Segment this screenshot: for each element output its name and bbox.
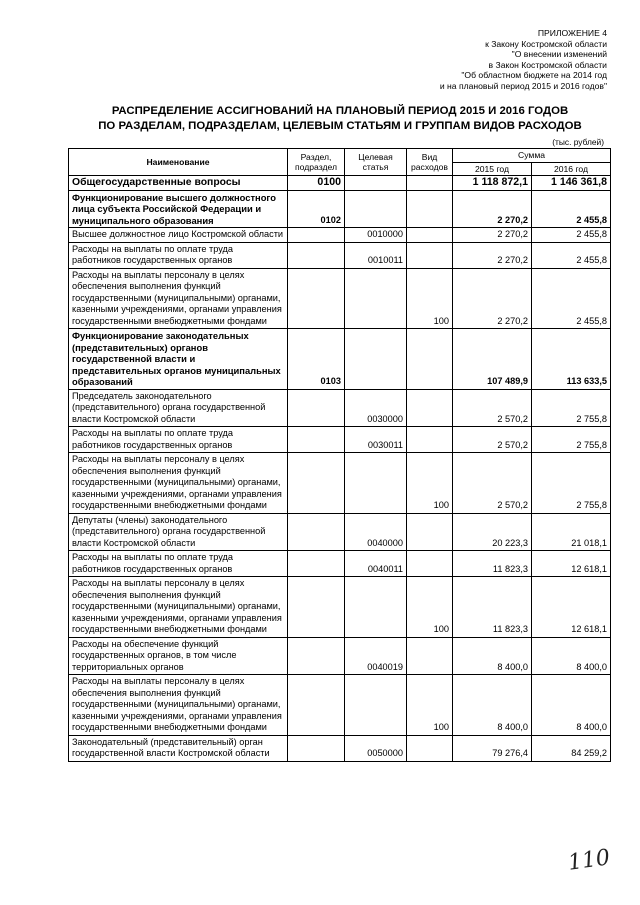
row-name: Расходы на выплаты по оплате труда работников государственных органов <box>69 551 288 577</box>
row-section: 0100 <box>288 176 345 191</box>
table-row <box>69 190 611 228</box>
row-target <box>345 329 407 390</box>
appendix-line: в Закон Костромской области <box>488 59 607 70</box>
row-2016: 2 755,8 <box>532 427 611 453</box>
row-target <box>345 190 407 228</box>
row-target: 0030000 <box>345 389 407 427</box>
table-row <box>69 242 611 268</box>
header-2016: 2016 год <box>532 162 611 176</box>
row-name: Общегосударственные вопросы <box>69 176 288 191</box>
table-row <box>69 735 611 761</box>
row-section <box>288 735 345 761</box>
table-row <box>69 268 611 329</box>
row-2015: 79 276,4 <box>453 735 532 761</box>
row-name: Расходы на выплаты персоналу в целях обеспечения выполнения функций государственными (муниципальными) органами, казенными учреждениями, органами управления государственными внебюджетными фондами <box>69 577 288 638</box>
row-name: Функционирование высшего должностного лица субъекта Российской Федерации и муниципального образования <box>69 190 288 228</box>
row-2016: 8 400,0 <box>532 637 611 675</box>
row-2015: 2 270,2 <box>453 268 532 329</box>
row-target <box>345 577 407 638</box>
row-type <box>407 176 453 191</box>
row-section <box>288 453 345 514</box>
header-section: Раздел, подраздел <box>288 149 345 176</box>
table-row <box>69 427 611 453</box>
row-type <box>407 329 453 390</box>
appendix-header <box>347 28 607 92</box>
row-2015: 11 823,3 <box>453 577 532 638</box>
row-section <box>288 675 345 736</box>
table-row <box>69 228 611 243</box>
row-2016: 84 259,2 <box>532 735 611 761</box>
row-2016: 12 618,1 <box>532 577 611 638</box>
page-number: 110 <box>566 845 612 876</box>
table-header <box>69 149 611 176</box>
row-target <box>345 268 407 329</box>
row-2016: 12 618,1 <box>532 551 611 577</box>
row-type <box>407 513 453 551</box>
row-name: Расходы на выплаты персоналу в целях обеспечения выполнения функций государственными (муниципальными) органами, казенными учреждениями, органами управления государственными внебюджетными фондами <box>69 675 288 736</box>
table-row <box>69 577 611 638</box>
row-2016: 1 146 361,8 <box>532 176 611 191</box>
row-type: 100 <box>407 268 453 329</box>
row-type <box>407 190 453 228</box>
title-line-1: РАСПРЕДЕЛЕНИЕ АССИГНОВАНИЙ НА ПЛАНОВЫЙ ПЕРИОД 2015 И 2016 ГОДОВ <box>111 105 569 117</box>
appendix-line: и на плановый период 2015 и 2016 годов" <box>439 80 607 91</box>
row-2015: 2 270,2 <box>453 242 532 268</box>
row-type: 100 <box>407 453 453 514</box>
header-type: Вид расходов <box>407 149 453 176</box>
row-2016: 2 755,8 <box>532 389 611 427</box>
row-target: 0040019 <box>345 637 407 675</box>
table-row <box>69 176 611 191</box>
title-line-2: ПО РАЗДЕЛАМ, ПОДРАЗДЕЛАМ, ЦЕЛЕВЫМ СТАТЬЯМ И ГРУППАМ ВИДОВ РАСХОДОВ <box>98 120 582 132</box>
appendix-line: "О внесении изменений <box>511 49 607 60</box>
row-type: 100 <box>407 675 453 736</box>
appendix-line: "Об областном бюджете на 2014 год <box>461 70 607 81</box>
row-2015: 20 223,3 <box>453 513 532 551</box>
row-2016: 8 400,0 <box>532 675 611 736</box>
row-type <box>407 389 453 427</box>
row-section <box>288 513 345 551</box>
row-name: Расходы на выплаты персоналу в целях обеспечения выполнения функций государственными (муниципальными) органами, казенными учреждениями, органами управления государственными внебюджетными фондами <box>69 453 288 514</box>
row-section <box>288 551 345 577</box>
row-target: 0040011 <box>345 551 407 577</box>
row-2016: 2 455,8 <box>532 242 611 268</box>
row-section <box>288 242 345 268</box>
row-2015: 2 570,2 <box>453 427 532 453</box>
table-row <box>69 329 611 390</box>
row-2016: 113 633,5 <box>532 329 611 390</box>
table-row <box>69 453 611 514</box>
row-target <box>345 675 407 736</box>
row-section: 0103 <box>288 329 345 390</box>
row-2016: 2 455,8 <box>532 268 611 329</box>
header-name: Наименование <box>69 149 288 176</box>
row-name: Расходы на выплаты по оплате труда работников государственных органов <box>69 427 288 453</box>
appendix-line: к Закону Костромской области <box>485 38 607 49</box>
header-2015: 2015 год <box>453 162 532 176</box>
row-section <box>288 637 345 675</box>
row-2016: 2 455,8 <box>532 190 611 228</box>
row-2015: 8 400,0 <box>453 637 532 675</box>
row-2015: 2 570,2 <box>453 389 532 427</box>
row-name: Расходы на выплаты персоналу в целях обеспечения выполнения функций государственными (муниципальными) органами, казенными учреждениями, органами управления государственными внебюджетными фондами <box>69 268 288 329</box>
units-label: (тыс. рублей) <box>552 137 604 147</box>
table-row <box>69 551 611 577</box>
row-type: 100 <box>407 577 453 638</box>
table-body <box>69 176 611 762</box>
header-sum: Сумма <box>453 149 611 163</box>
row-name: Расходы на выплаты по оплате труда работников государственных органов <box>69 242 288 268</box>
row-2015: 2 570,2 <box>453 453 532 514</box>
appendix-line: ПРИЛОЖЕНИЕ 4 <box>537 28 607 38</box>
row-section <box>288 228 345 243</box>
row-name: Высшее должностное лицо Костромской области <box>69 228 288 243</box>
row-2015: 107 489,9 <box>453 329 532 390</box>
table-row <box>69 637 611 675</box>
row-section <box>288 389 345 427</box>
row-section <box>288 577 345 638</box>
row-2015: 1 118 872,1 <box>453 176 532 191</box>
row-target: 0050000 <box>345 735 407 761</box>
row-section <box>288 427 345 453</box>
row-type <box>407 242 453 268</box>
row-name: Законодательный (представительный) орган государственной власти Костромской области <box>69 735 288 761</box>
row-type <box>407 551 453 577</box>
row-section: 0102 <box>288 190 345 228</box>
row-2016: 2 755,8 <box>532 453 611 514</box>
table-row <box>69 675 611 736</box>
row-type <box>407 735 453 761</box>
row-name: Расходы на обеспечение функций государственных органов, в том числе территориальных органов <box>69 637 288 675</box>
table-row <box>69 389 611 427</box>
row-target: 0010011 <box>345 242 407 268</box>
document-title <box>60 104 620 134</box>
budget-table <box>68 148 611 762</box>
row-type <box>407 228 453 243</box>
row-name: Председатель законодательного (представительного) органа государственной власти Костромской области <box>69 389 288 427</box>
row-target <box>345 176 407 191</box>
row-target: 0030011 <box>345 427 407 453</box>
row-type <box>407 427 453 453</box>
row-target: 0010000 <box>345 228 407 243</box>
row-2015: 2 270,2 <box>453 190 532 228</box>
row-name: Функционирование законодательных (представительных) органов государственной власти и представительных органов муниципальных образований <box>69 329 288 390</box>
row-2015: 2 270,2 <box>453 228 532 243</box>
header-target: Целевая статья <box>345 149 407 176</box>
row-target <box>345 453 407 514</box>
row-2016: 21 018,1 <box>532 513 611 551</box>
row-2016: 2 455,8 <box>532 228 611 243</box>
row-name: Депутаты (члены) законодательного (представительного) органа государственной власти Костромской области <box>69 513 288 551</box>
row-type <box>407 637 453 675</box>
row-2015: 8 400,0 <box>453 675 532 736</box>
table-row <box>69 513 611 551</box>
row-2015: 11 823,3 <box>453 551 532 577</box>
row-target: 0040000 <box>345 513 407 551</box>
row-section <box>288 268 345 329</box>
